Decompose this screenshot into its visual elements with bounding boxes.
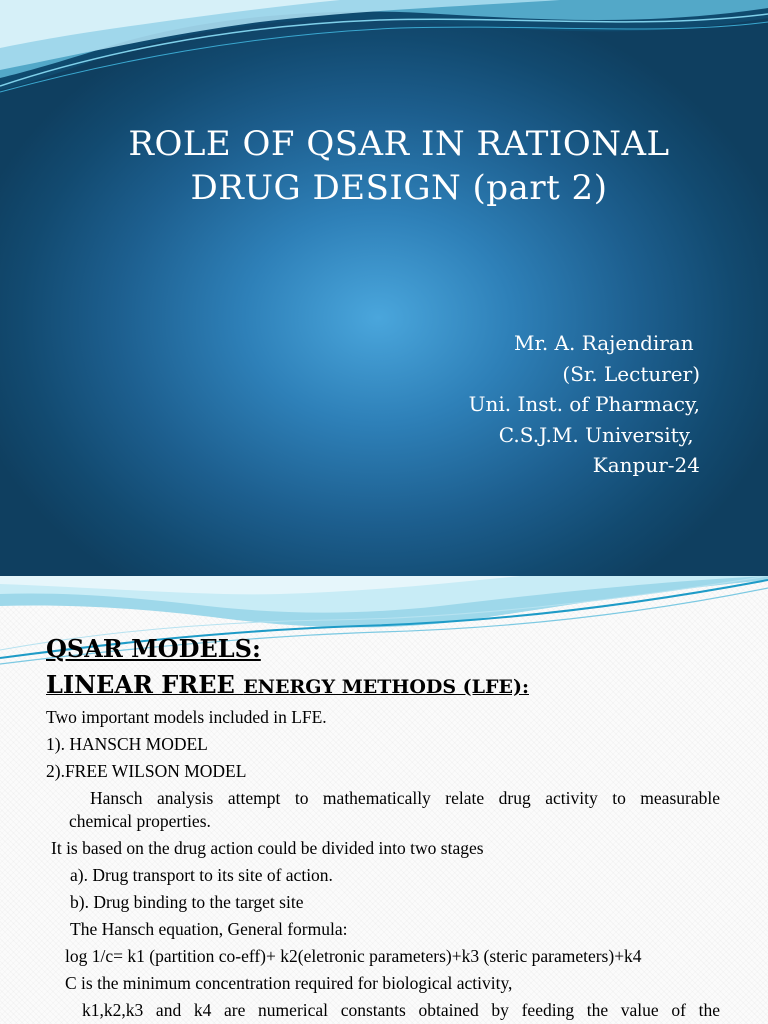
body-line: 1). HANSCH MODEL [46,734,208,754]
title-line-1: ROLE OF QSAR IN RATIONAL [128,124,670,164]
section-heading: QSAR MODELS: [46,634,261,663]
body-line: C is the minimum concentration required for biological activity, [65,973,513,993]
content-slide [0,576,768,1024]
author-line: Kanpur-24 [592,453,700,477]
body-line: k1,k2,k3 and k4 are numerical constants obtained by feeding the value of the [82,1000,720,1020]
body-line: 2).FREE WILSON MODEL [46,761,247,781]
body-line: The Hansch equation, General formula: [70,919,348,939]
body-line: Two important models included in LFE. [46,707,327,727]
body-line: log 1/c= k1 (partition co-eff)+ k2(eletronic parameters)+k3 (steric parameters)+k4 [65,946,642,966]
author-line: C.S.J.M. University, [498,422,700,447]
presentation-title [60,122,738,210]
author-block [280,328,700,481]
body-line: b). Drug binding to the target site [70,892,304,912]
subsection-heading [46,670,529,702]
body-line: a). Drug transport to its site of action. [70,865,333,885]
body-line: chemical properties. [69,811,211,831]
heading-part-large: LINEAR FREE [46,670,244,699]
body-line: It is based on the drug action could be divided into two stages [51,838,484,858]
author-line: Mr. A. Rajendiran [514,331,700,355]
top-wave-decoration [0,0,768,110]
title-line-2: DRUG DESIGN (part 2) [190,168,608,208]
author-line: (Sr. Lecturer) [562,361,700,386]
heading-part-small: ENERGY METHODS (LFE): [243,676,530,698]
body-line: Hansch analysis attempt to mathematically relate drug activity to measurable [90,788,720,808]
author-line: Uni. Inst. of Pharmacy, [468,392,700,416]
